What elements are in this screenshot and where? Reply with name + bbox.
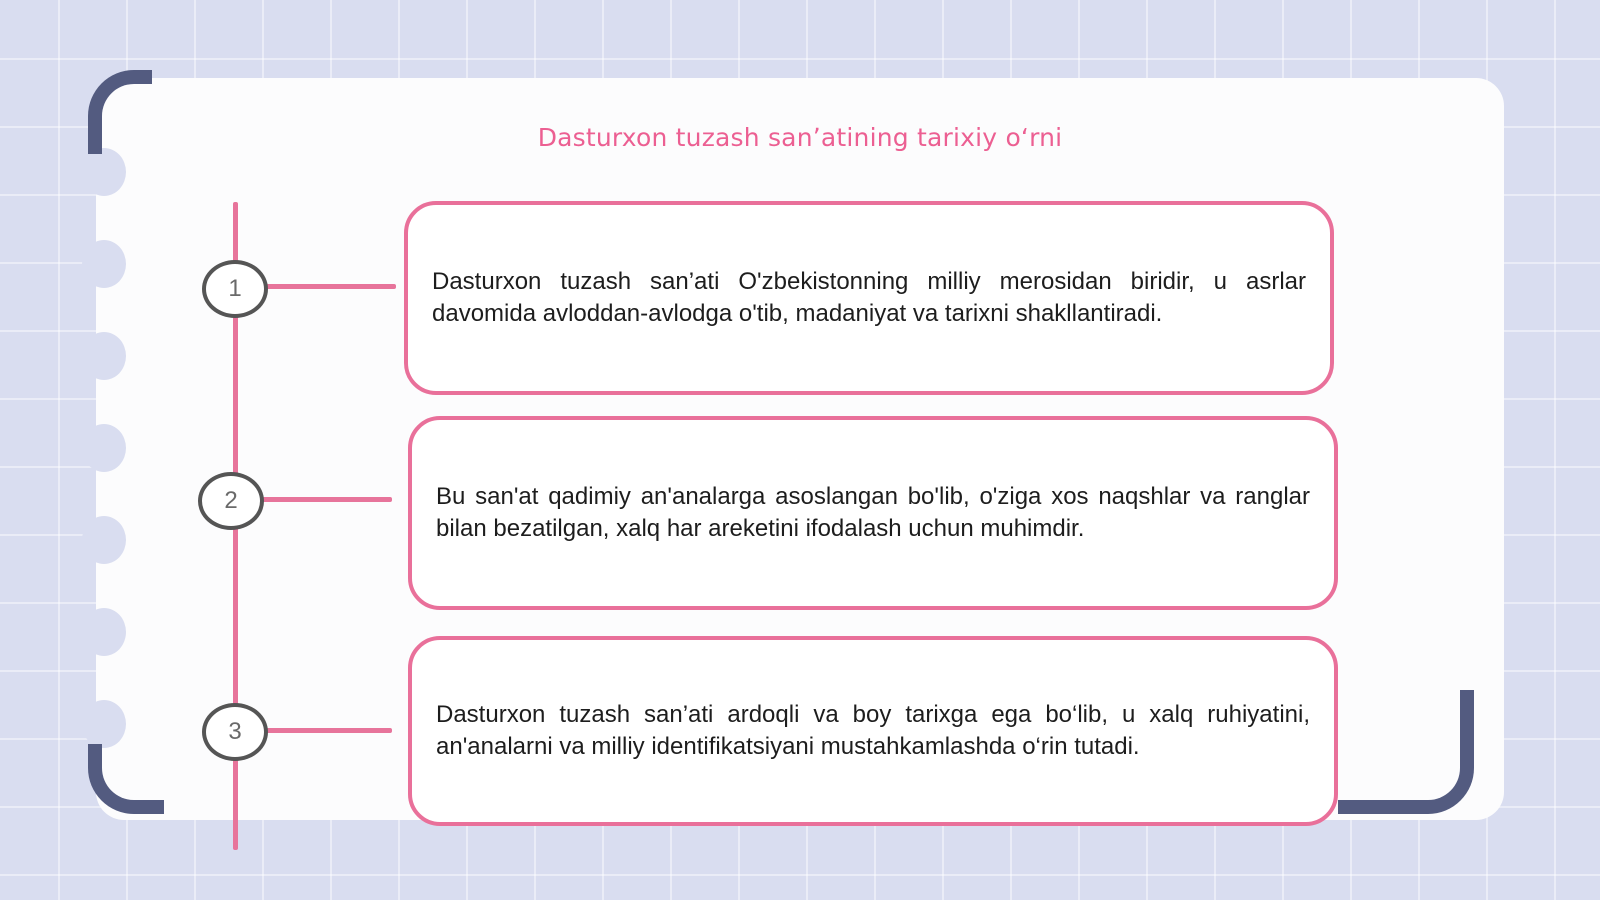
corner-bracket-bottom-right (1338, 690, 1474, 814)
timeline-connector (262, 497, 392, 502)
timeline-card-1 (404, 201, 1334, 395)
timeline-node-1: 1 (202, 260, 268, 318)
paper-scallop (82, 700, 126, 748)
timeline-card-text: Bu san'at qadimiy an'analarga asoslangan bo'lib, o'ziga xos naqshlar va ranglar bilan bezatilgan, xalq har areketini ifodalash uchun muhimdir. (436, 483, 1310, 542)
timeline-card-text: Dasturxon tuzash san’ati O'zbekistonning milliy merosidan biridir, u asrlar davomida avloddan-avlodga o'tib, madaniyat va tarixni shakllantiradi. (432, 268, 1306, 327)
timeline-card-2 (408, 416, 1338, 610)
timeline-card-3 (408, 636, 1338, 826)
timeline-connector (266, 284, 396, 289)
paper-scallop (82, 424, 126, 472)
timeline-connector (266, 728, 392, 733)
paper-scallop (82, 332, 126, 380)
timeline-card-text: Dasturxon tuzash san’ati ardoqli va boy tarixga ega bo‘lib, u xalq ruhiyatini, an'analarni va milliy identifikatsiyani mustahkamlashda o‘rin tutadi. (436, 701, 1310, 760)
slide-title: Dasturxon tuzash sanʼatining tarixiy oʻrni (537, 123, 1063, 152)
paper-scallop (82, 608, 126, 656)
paper-scallop (82, 148, 126, 196)
timeline-node-2: 2 (198, 472, 264, 530)
timeline-node-3: 3 (202, 703, 268, 761)
paper-scallop (82, 240, 126, 288)
paper-scallop (82, 516, 126, 564)
